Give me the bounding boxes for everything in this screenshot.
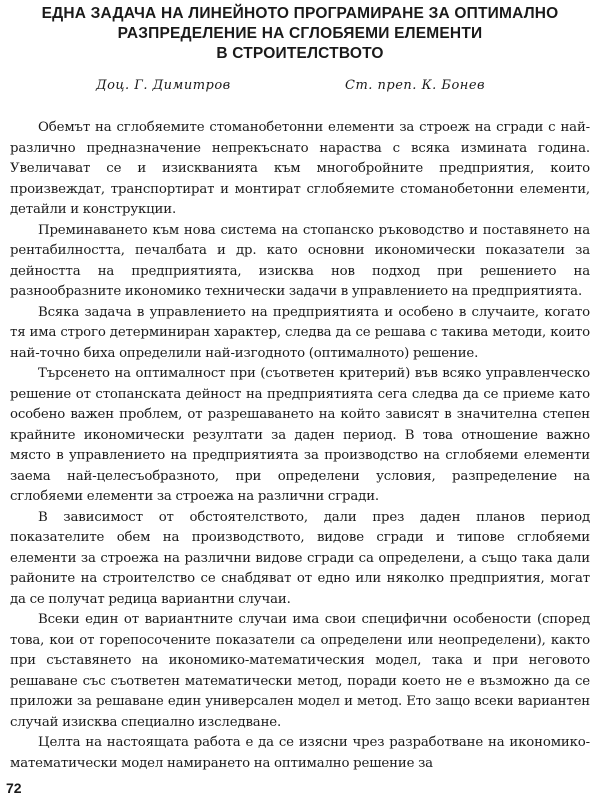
paragraph: Преминаването към нова система на стопанско ръководство и поставянето на рентабилността, печалбата и др. като основни икономически показатели за дейността на предприятията, изисква нов подход при решението на разнообразните икономико технически задачи в управлението на предприятията. [10, 222, 590, 299]
article-body [10, 118, 590, 774]
title-line: РАЗПРЕДЕЛЕНИЕ НА СГЛОБЯЕМИ ЕЛЕМЕНТИ [117, 25, 483, 42]
paragraph: Всеки един от вариантните случаи има свои специфични особености (според това, кои от горепосочените показатели са определени или неопределени), както при съставянето на икономико-математическия модел, така и при неговото решаване със съответен математически метод, поради което не е възможно да се приложи за решаване един универсален модел и метод. Ето защо всеки вариантен случай изисква специално изследване. [10, 612, 590, 730]
author-name: Доц. Г. Димитров [96, 78, 231, 93]
title-line: В СТРОИТЕЛСТВОТО [216, 45, 384, 62]
title-line: ЕДНА ЗАДАЧА НА ЛИНЕЙНОТО ПРОГРАМИРАНЕ ЗА ОПТИМАЛНО [41, 5, 559, 22]
author-line [10, 78, 590, 100]
paragraph: В зависимост от обстоятелството, дали през даден планов период показателите обем на производството, видове сгради и типове сглобяеми елементи за строежа на различни видове сгради са определени, а също така дали районите на строителство се снабдяват от едно или няколко предприятия, могат да се получат редица вариантни случаи. [10, 509, 590, 607]
paragraph: Целта на настоящата работа е да се изясни чрез разработване на икономико-математически модел намирането на оптимално решение за [10, 735, 590, 771]
page-number: 72 [6, 780, 22, 796]
paragraph: Обемът на сглобяемите стоманобетонни елементи за строеж на сгради с най-различно предназначение непрекъснато нараства с всяка измината година. Увеличават се и изискванията към многобройните предприятия, които произвеждат, транспортират и монтират сглобяемите стоманобетонни елементи, детайли и конструкции. [10, 120, 590, 217]
paragraph: Търсенето на оптималност при (съответен критерий) във всяко управленческо решение от стопанската дейност на предприятията сега следва да се приеме като особено важен проблем, от разрешаването на който зависят в значителна степен крайните икономически резултати за даден период. В това отношение важно място в управлението на предприятията за производство на сглобяеми елементи заема най-целесъобразното, при определени условия, разпределение на сглобяеми елементи за строежа на различни сгради. [10, 366, 590, 504]
author-name: Ст. преп. К. Бонев [345, 78, 486, 93]
paragraph: Всяка задача в управлението на предприятията и особено в случаите, когато тя има строго детерминиран характер, следва да се решава с такива методи, които най-точно биха определили най-изгодното (оптималното) решение. [10, 304, 590, 361]
article-title [10, 0, 590, 64]
